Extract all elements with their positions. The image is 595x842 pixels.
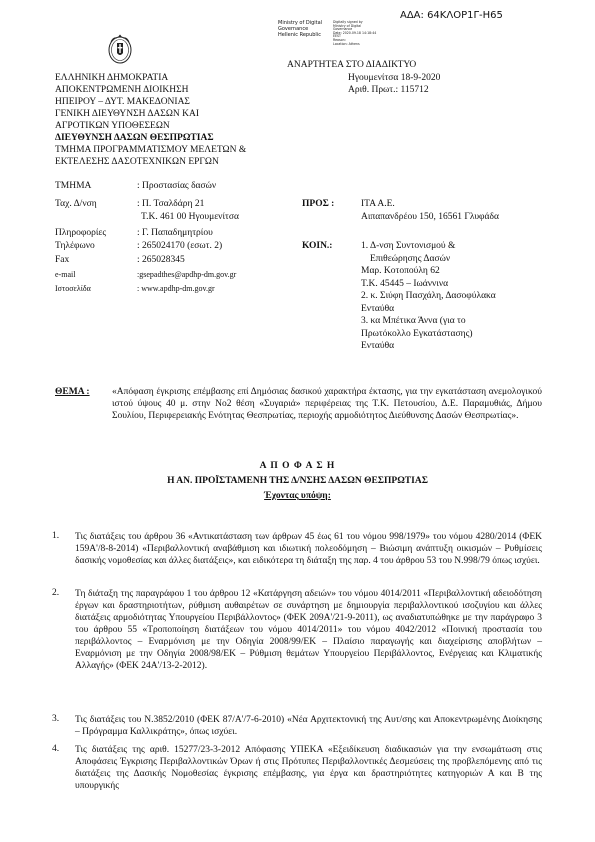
item-number: 2.	[52, 588, 60, 598]
signature-detail-line: EEST	[333, 34, 341, 39]
address-value: : Π. Τσαλδάρη 21	[137, 199, 205, 209]
signer-line: Ministry of Digital	[278, 20, 323, 26]
header-line: ΗΠΕΙΡΟΥ – ΔΥΤ. ΜΑΚΕΔΟΝΙΑΣ	[55, 97, 190, 107]
item-number: 3.	[52, 714, 60, 724]
header-line: ΓΕΝΙΚΗ ΔΙΕΥΘΥΝΣΗ ΔΑΣΩΝ ΚΑΙ	[55, 109, 200, 119]
subject-text: «Απόφαση έγκρισης επέμβασης επί Δημόσιας δασικού χαρακτήρα έκτασης, για την εγκατάσταση ανεμολογικού ιστού ύψους 40 μ. στην Νο2 θέση «Συγαριά» περιφέρειας της Τ.Κ. Πετουσίου, Δ.Ε. Παραμυθιάς, Δήμου Σουλίου, Περιφερειακής Ενότητας Θεσπρωτίας, περιοχής αρμοδιότητος Διεύθυνσης Δασών Θεσπρωτίας».	[112, 387, 542, 421]
consideration-item: Τη διάταξη της παραγράφου 1 του άρθρου 12 «Κατάργηση αδειών» του νόμου 4014/2011 «Περιβαλλοντική αδειοδότηση έργων και δραστηριοτήτων, ρύθμιση αυθαιρέτων σε συνάρτηση με δημιουργία περιβαλλοντικού ισοζυγίου και άλλες διατάξεις αρμοδιότητας Υπουργείου Περιβάλλοντος» (ΦΕΚ 209Α'/21-9-2011), ως αναδιατυπώθηκε με την παράγραφο 3 του άρθρου 55 «Τροποποίηση διατάξεων του νόμου 4014/2011» του νόμου 4042/2012 «Ποινική προστασία του περιβάλλοντος – Εναρμόνιση με την Οδηγία 2008/99/ΕΚ – Πλαίσιο παραγωγής και διαχείρισης αποβλήτων – Εναρμόνιση με την Οδηγία 2008/98/ΕΚ – Ρύθμιση θεμάτων Υπουργείου Περιβάλλοντος, Ενέργειας και Κλιματικής Αλλαγής» (ΦΕΚ 24Α'/13-2-2012).	[75, 589, 542, 671]
address-postcode: Τ.Κ. 461 00 Ηγουμενίτσα	[141, 212, 239, 222]
consideration-item: Τις διατάξεις της αριθ. 15277/23-3-2012 Απόφασης ΥΠΕΚΑ «Εξειδίκευση διαδικασιών για την ενσωμάτωση στις Αποφάσεις Έγκρισης Περιβαλλοντικών Όρων ή στις Πρότυπες Περιβαλλοντικές Δεσμεύσεις της προβλεπόμενης από τις διατάξεις της Δασικής Νομοθεσίας έγκρισης επέμβασης, για έργα και δραστηριότητες κατηγοριών Α και Β της υπουργικής	[75, 745, 542, 791]
fax-value: : 265028345	[137, 255, 185, 265]
to-line: ΙΤΑ Α.Ε.	[361, 199, 395, 209]
signer-line: Governance	[278, 25, 309, 32]
phone-value: : 265024170 (εσωτ. 2)	[137, 241, 223, 251]
cc-line: Ενταύθα	[361, 303, 395, 314]
cc-line: Επιθεώρησης Δασών	[370, 253, 451, 264]
to-label: ΠΡΟΣ :	[302, 199, 335, 209]
signature-detail-line: Location: Athens	[333, 41, 360, 46]
signer-line: Hellenic Republic	[278, 31, 321, 38]
email-label: e-mail	[55, 270, 76, 279]
consideration-item: Τις διατάξεις του άρθρου 36 «Αντικατάσταση των άρθρων 45 έως 61 του νόμου 998/1979» του νόμου 4280/2014 (ΦΕΚ 159Α'/8-8-2014) «Περιβαλλοντική αναβάθμιση και ιδιωτική πολεοδόμηση – Βιώσιμη ανάπτυξη οικισμών – Ρυθμίσεις δασικής νομοθεσίας και άλλες διατάξεις», και ειδικότερα τη διάταξη της παρ. 4 του άρθρου 53 του Ν.998/79 όπως ισχύει.	[75, 532, 542, 566]
cc-line: Ενταύθα	[361, 341, 395, 351]
info-label: Πληροφορίες	[55, 228, 107, 238]
email-value[interactable]: :gsepadthes@apdhp-dm.gov.gr	[137, 270, 237, 279]
cc-line: 1. Δ-νση Συντονισμού &	[361, 241, 456, 251]
cc-line: Τ.Κ. 45445 – Ιωάννινα	[361, 278, 449, 289]
decision-title: Α Π Ο Φ Α Σ Η	[259, 461, 336, 471]
signature-detail-line: Ministry of Digital	[333, 23, 362, 28]
cc-line: 2. κ. Σιύφη Πασχάλη, Δασοφύλακα	[361, 291, 496, 301]
signature-detail-line: Governance	[333, 27, 353, 32]
signature-detail-line: Date: 2020.09.18 14:18:44	[333, 30, 377, 35]
ada-code: ΑΔΑ: 64ΚΛΟΡ1Γ-Η65	[400, 10, 503, 21]
cc-line: Πρωτόκολλο Εγκατάστασης)	[361, 328, 473, 339]
header-line: ΑΠΟΚΕΝΤΡΩΜΕΝΗ ΔΙΟΙΚΗΣΗ	[55, 85, 189, 95]
directorate-name: ΔΙΕΥΘΥΝΣΗ ΔΑΣΩΝ ΘΕΣΠΡΩΤΙΑΣ	[55, 133, 214, 143]
signature-detail-line: Digitally signed by	[333, 20, 363, 24]
cc-line: Μαρ. Κοτοπούλη 62	[361, 266, 440, 276]
to-line: Αιπαπανδρέου 150, 16561 Γλυφάδα	[361, 212, 499, 222]
website-label: Ιστοσελίδα	[55, 284, 91, 293]
header-line: ΕΛΛΗΝΙΚΗ ΔΗΜΟΚΡΑΤΙΑ	[55, 73, 169, 83]
department-line: ΤΜΗΜΑ ΠΡΟΓΡΑΜΜΑΤΙΣΜΟΥ ΜΕΛΕΤΩΝ &	[55, 145, 247, 155]
phone-label: Τηλέφωνο	[55, 241, 95, 251]
header-line: ΑΓΡΟΤΙΚΩΝ ΥΠΟΘΕΣΕΩΝ	[55, 121, 170, 131]
signature-details	[333, 21, 376, 46]
website-value[interactable]: : www.apdhp-dm.gov.gr	[137, 284, 215, 293]
cc-label: ΚΟΙΝ.:	[302, 241, 333, 251]
department-line: ΕΚΤΕΛΕΣΗΣ ΔΑΣΟΤΕΧΝΙΚΩΝ ΕΡΓΩΝ	[55, 157, 219, 167]
item-number: 4.	[52, 744, 60, 754]
issuer-header	[55, 72, 246, 168]
date-line: Ηγουμενίτσα 18-9-2020	[348, 73, 441, 83]
signature-signer	[278, 21, 322, 38]
posted-online-label: ΑΝΑΡΤΗΤΕΑ ΣΤΟ ΔΙΑΔΙΚΤΥΟ	[287, 60, 417, 70]
signature-detail-line: Reason:	[333, 37, 346, 42]
decision-authority: Η ΑΝ. ΠΡΟΪΣΤΑΜΕΝΗ ΤΗΣ Δ/ΝΣΗΣ ΔΑΣΩΝ ΘΕΣΠΡΩΤΙΑΣ	[167, 476, 428, 486]
consideration-item: Τις διατάξεις του Ν.3852/2010 (ΦΕΚ 87/Α'/7-6-2010) «Νέα Αρχιτεκτονική της Αυτ/σης και Αποκεντρωμένης Διοίκησης – Πρόγραμμα Καλλικράτης», όπως ισχύει.	[75, 715, 542, 737]
info-value: : Γ. Παπαδημητρίου	[137, 228, 213, 238]
section-label: ΤΜΗΜΑ	[55, 181, 92, 191]
fax-label: Fax	[55, 255, 70, 265]
section-value: : Προστασίας δασών	[137, 181, 217, 191]
item-number: 1.	[52, 531, 60, 541]
to-recipient	[361, 198, 499, 223]
address-label: Ταχ. Δ/νση	[55, 199, 97, 209]
cc-line: 3. κα Μπέτικα Άννα (για το	[361, 316, 466, 326]
considering-heading: Έχοντας υπόψη:	[264, 491, 331, 501]
protocol-number: Αριθ. Πρωτ.: 115712	[348, 85, 429, 95]
subject-label: ΘΕΜΑ :	[55, 387, 90, 397]
coat-of-arms-icon	[108, 34, 132, 64]
cc-recipients	[361, 240, 496, 353]
